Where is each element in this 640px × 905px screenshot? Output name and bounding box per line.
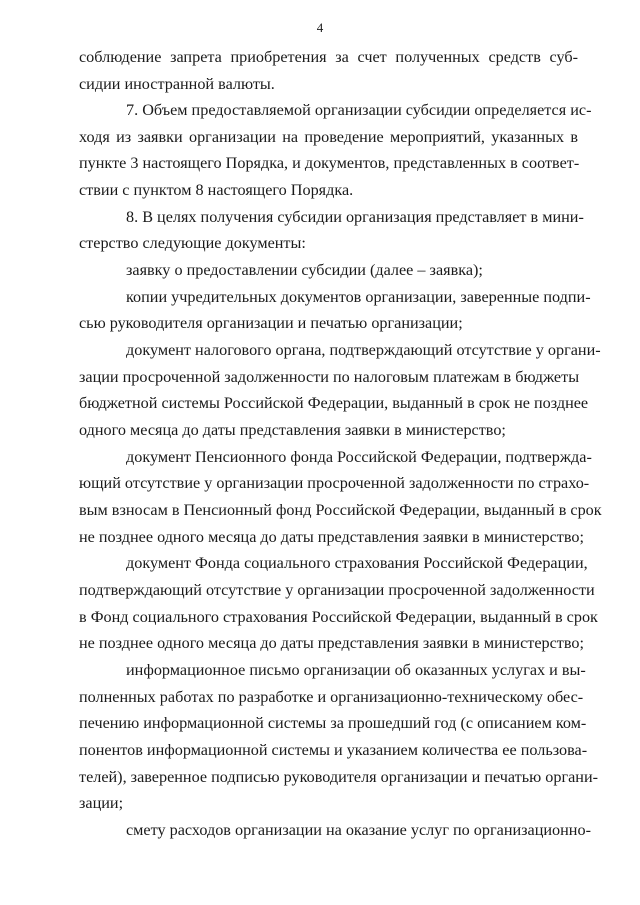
- text-line: пункте 3 настоящего Порядка, и документов, представленных в соответ-: [79, 154, 580, 172]
- text-line: документ Фонда социального страхования Российской Федерации,: [126, 554, 588, 572]
- text-line: заявку о предоставлении субсидии (далее – заявка);: [126, 261, 483, 279]
- text-line: не позднее одного месяца до даты представления заявки в министерство;: [79, 528, 584, 546]
- text-line: смету расходов организации на оказание услуг по организационно-: [126, 821, 591, 839]
- text-line: полненных работах по разработке и организационно-техническому обес-: [79, 688, 584, 706]
- page-number: 4: [316, 20, 324, 35]
- text-line: 7. Объем предоставляемой организации субсидии определяется ис-: [126, 101, 592, 119]
- text-line: сью руководителя организации и печатью организации;: [79, 314, 463, 332]
- text-line: ющий отсутствие у организации просроченной задолженности по страхо-: [79, 474, 590, 492]
- text-line: 8. В целях получения субсидии организация представляет в мини-: [126, 208, 584, 226]
- text-line: информационное письмо организации об оказанных услугах и вы-: [126, 661, 586, 679]
- text-line: сидии иностранной валюты.: [79, 75, 275, 93]
- text-line: телей), заверенное подписью руководителя организации и печатью органи-: [79, 768, 599, 786]
- text-line: копии учредительных документов организации, заверенные подпи-: [126, 288, 591, 306]
- text-line: бюджетной системы Российской Федерации, выданный в срок не позднее: [79, 394, 589, 412]
- text-line: вым взносам в Пенсионный фонд Российской Федерации, выданный в срок: [79, 501, 602, 519]
- text-line: подтверждающий отсутствие у организации просроченной задолженности: [79, 581, 595, 599]
- text-line: одного месяца до даты представления заявки в министерство;: [79, 421, 506, 439]
- text-line: печению информационной системы за прошедший год (с описанием ком-: [79, 714, 587, 732]
- text-line: не позднее одного месяца до даты представления заявки в министерство;: [79, 634, 584, 652]
- text-line: зации;: [79, 794, 124, 812]
- text-line: документ Пенсионного фонда Российской Федерации, подтвержда-: [126, 448, 592, 466]
- text-line: ствии с пунктом 8 настоящего Порядка.: [79, 181, 354, 199]
- text-line: ходя из заявки организации на проведение мероприятий, указанных в: [79, 128, 578, 146]
- text-line: стерство следующие документы:: [79, 234, 306, 252]
- text-line: понентов информационной системы и указанием количества ее пользова-: [79, 741, 588, 759]
- text-line: зации просроченной задолженности по налоговым платежам в бюджеты: [79, 368, 580, 386]
- text-line: документ налогового органа, подтверждающий отсутствие у органи-: [126, 341, 601, 359]
- text-line: в Фонд социального страхования Российской Федерации, выданный в срок: [79, 608, 598, 626]
- text-line: соблюдение запрета приобретения за счет полученных средств суб-: [79, 48, 578, 66]
